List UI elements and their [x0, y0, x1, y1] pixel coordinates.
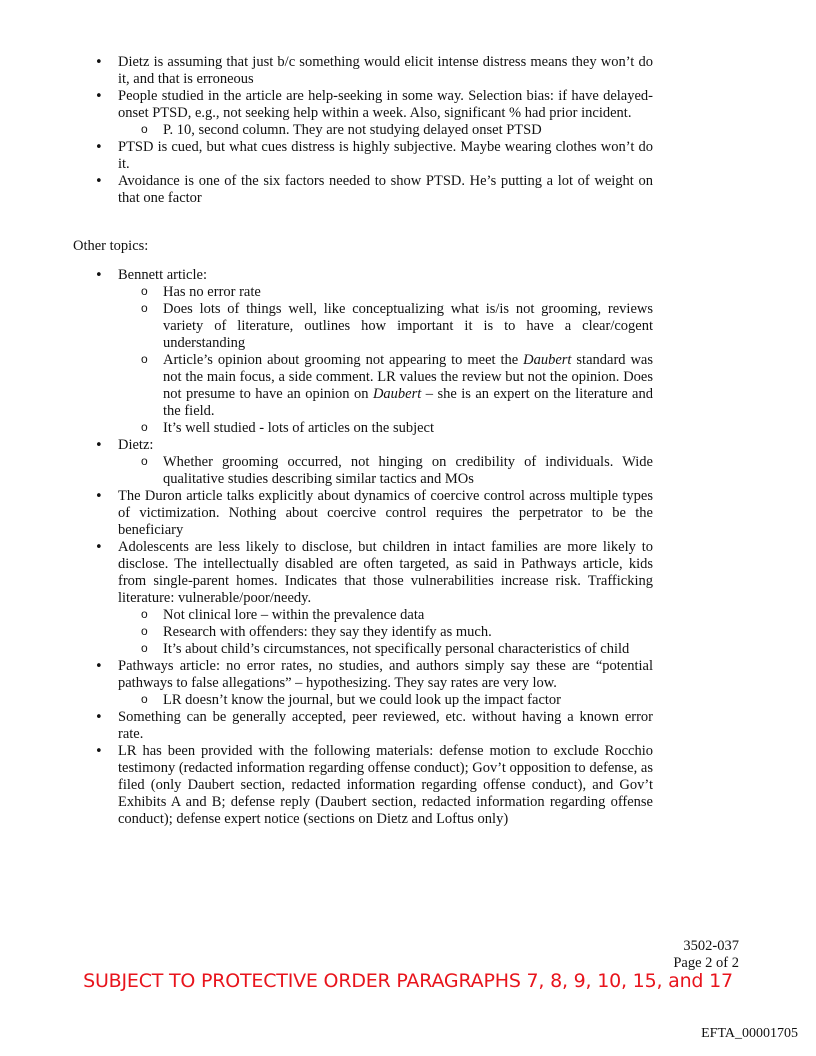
page-footer-number — [673, 938, 739, 972]
sub-list — [118, 454, 653, 488]
daubert-italic: Daubert — [372, 386, 422, 402]
sub-list-item — [118, 301, 653, 352]
bullet-text: Pathways article: no error rates, no studies, and authors simply say these are “potential pathways to false allegations” – hypothesizing. They say rates are very low. — [118, 658, 653, 691]
bullet-text: Something can be generally accepted, peer reviewed, etc. without having a known error rate. — [118, 709, 653, 742]
sub-list — [118, 284, 653, 437]
bullet-text: LR has been provided with the following materials: defense motion to exclude Rocchio testimony (redacted information regarding offense conduct); Gov’t opposition to defense, as filed (only Daubert section, redacted information regarding offense conduct), and Gov’t Exhibits A and B; defense reply (Daubert section, redacted information regarding offense conduct); defense expert notice (sections on Dietz and Loftus only) — [118, 743, 653, 827]
list-item — [93, 539, 653, 658]
list-item — [93, 488, 653, 539]
sub-bullet-text: P. 10, second column. They are not studying delayed onset PTSD — [163, 122, 542, 138]
sub-bullet-text: Not clinical lore – within the prevalence data — [163, 607, 425, 623]
list-item — [93, 88, 653, 139]
list-item — [93, 54, 653, 88]
bullet-text: PTSD is cued, but what cues distress is highly subjective. Maybe wearing clothes won’t do it. — [118, 139, 653, 172]
bullet-text: Avoidance is one of the six factors needed to show PTSD. He’s putting a lot of weight on that one factor — [118, 173, 653, 206]
other-topics-list — [93, 267, 653, 828]
sub-list-item — [118, 624, 653, 641]
list-item — [93, 173, 653, 207]
bullet-text: Dietz: — [118, 437, 154, 453]
sub-bullet-text: It’s well studied - lots of articles on the subject — [163, 420, 435, 436]
sub-bullet-text: Research with offenders: they say they identify as much. — [163, 624, 492, 640]
bullet-text: Dietz is assuming that just b/c something would elicit intense distress means they won’t do it, and that is erroneous — [118, 54, 653, 87]
list-item — [93, 139, 653, 173]
sub-bullet-text: Whether grooming occurred, not hinging on credibility of individuals. Wide qualitative studies describing similar tactics and MOs — [163, 454, 653, 487]
bullet-text: Adolescents are less likely to disclose, but children in intact families are more likely to disclose. The intellectually disabled are often targeted, as said in Pathways article, kids from single-parent homes. Indicates that those vulnerabilities increase risk. Trafficking literature: vulnerable/poor/needy. — [118, 539, 653, 606]
list-item — [93, 437, 653, 488]
sub-bullet-text: – she is an expert on the literature and the field. — [163, 386, 653, 419]
sub-list — [118, 607, 653, 658]
bullet-text: Bennett article: — [118, 267, 207, 283]
bullet-text: People studied in the article are help-seeking in some way. Selection bias: if have delayed-onset PTSD, e.g., not seeking help within a week. Also, significant % had prior incident. — [118, 88, 653, 121]
sub-list-item — [118, 284, 653, 301]
sub-list — [118, 692, 653, 709]
page-number: Page 2 of 2 — [673, 955, 739, 971]
sub-list-item — [118, 607, 653, 624]
sub-list-item — [118, 352, 653, 420]
sub-bullet-text: standard was not the main focus, a side comment. LR values the review but not the opinion. Does not presume to have an opinion on — [163, 352, 654, 402]
sub-bullet-text: It’s about child’s circumstances, not specifically personal characteristics of child — [163, 641, 630, 657]
sub-list-item — [118, 420, 653, 437]
daubert-italic: Daubert — [523, 352, 572, 368]
sub-list-item — [118, 122, 653, 139]
document-number: 3502-037 — [683, 938, 739, 954]
sub-list-item — [118, 454, 653, 488]
sub-list — [118, 122, 653, 139]
list-item — [93, 267, 653, 437]
sub-list-item — [118, 641, 653, 658]
sub-bullet-text: Article’s opinion about grooming not appearing to meet the — [163, 352, 524, 368]
sub-bullet-text: Does lots of things well, like conceptualizing what is/is not grooming, reviews variety of literature, outlines how important it is to have a clear/cogent understanding — [163, 301, 653, 351]
list-item — [93, 658, 653, 709]
top-bullet-list — [93, 54, 653, 207]
protective-order-notice: SUBJECT TO PROTECTIVE ORDER PARAGRAPHS 7, 8, 9, 10, 15, and 17 — [83, 970, 733, 992]
other-topics-heading: Other topics: — [73, 238, 149, 254]
sub-bullet-text: Has no error rate — [163, 284, 261, 300]
sub-bullet-text: LR doesn’t know the journal, but we could look up the impact factor — [163, 692, 561, 708]
efta-id: EFTA_00001705 — [701, 1026, 798, 1041]
list-item — [93, 743, 653, 828]
list-item — [93, 709, 653, 743]
bullet-text: The Duron article talks explicitly about dynamics of coercive control across multiple types of victimization. Nothing about coercive control requires the perpetrator to be the beneficiary — [118, 488, 653, 538]
sub-list-item — [118, 692, 653, 709]
